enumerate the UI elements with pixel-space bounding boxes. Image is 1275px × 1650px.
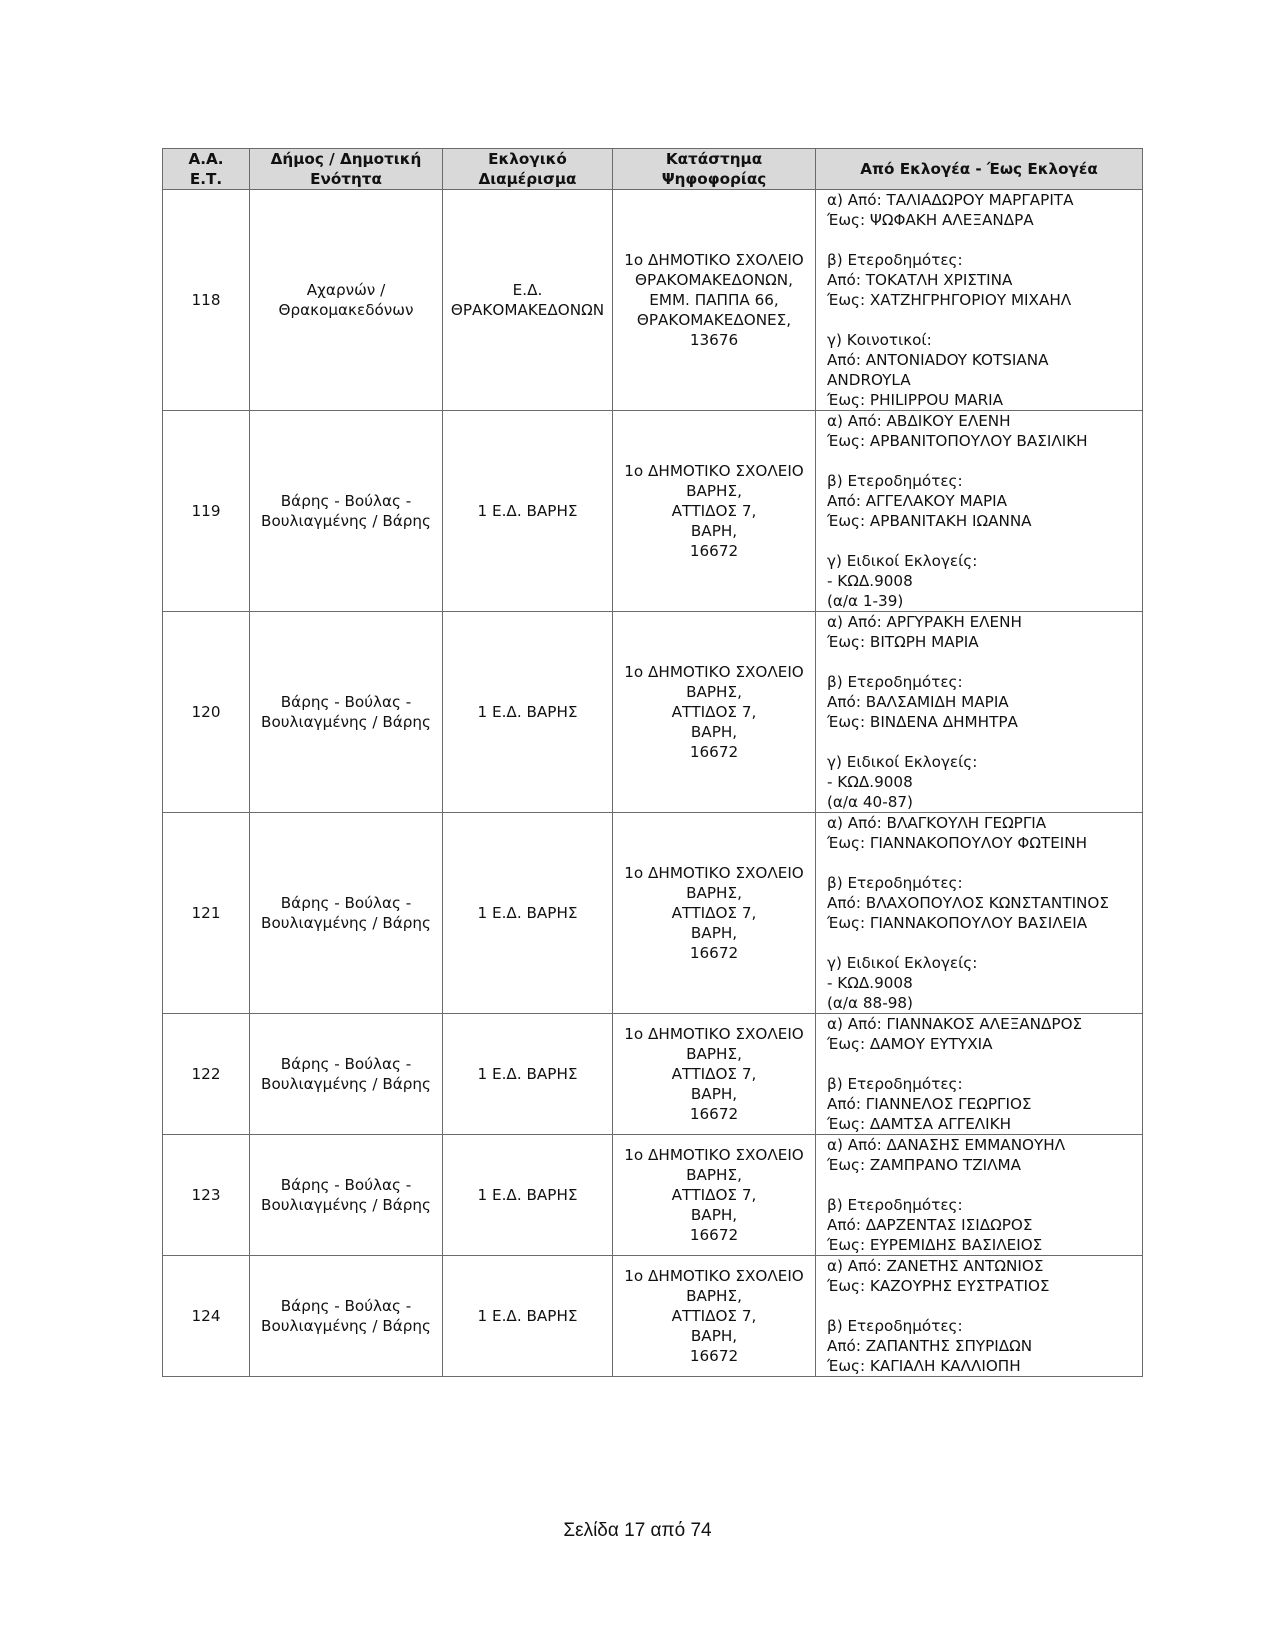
text-line: Βάρης - Βούλας - [280, 693, 412, 711]
cell-diamerisma [443, 190, 613, 411]
cell-diamerisma [443, 1135, 613, 1256]
text-line [827, 1175, 1142, 1195]
text-line: 1 Ε.Δ. ΒΑΡΗΣ [477, 904, 578, 922]
text-line: ΒΑΡΗΣ, [686, 1166, 742, 1184]
text-line: 1ο ΔΗΜΟΤΙΚΟ ΣΧΟΛΕΙΟ [624, 1146, 804, 1164]
text-line: 13676 [689, 331, 739, 349]
text-line: Βουλιαγμένης / Βάρης [261, 1317, 431, 1335]
text-line: Έως: ΔΑΜΤΣΑ ΑΓΓΕΛΙΚΗ [827, 1115, 1012, 1133]
text-line: 1ο ΔΗΜΟΤΙΚΟ ΣΧΟΛΕΙΟ [624, 663, 804, 681]
cell-eklogeis [816, 1135, 1143, 1256]
text-line: 16672 [689, 1347, 739, 1365]
text-line: Έως: ΔΑΜΟΥ ΕΥΤΥΧΙΑ [827, 1035, 993, 1053]
cell-dimos [250, 411, 443, 612]
text-line: ΑΤΤΙΔΟΣ 7, [671, 1065, 757, 1083]
text-line: Από: ΖΑΠΑΝΤΗΣ ΣΠΥΡΙΔΩΝ [827, 1337, 1033, 1355]
cell-dimos [250, 190, 443, 411]
text-line: ΘΡΑΚΟΜΑΚΕΔΟΝΩΝ, [635, 271, 793, 289]
polling-stations-table [162, 148, 1143, 1377]
text-line: ΒΑΡΗΣ, [686, 884, 742, 902]
text-line: β) Ετεροδημότες: [827, 1196, 963, 1214]
text-line: γ) Ειδικοί Εκλογείς: [827, 753, 978, 771]
cell-diamerisma [443, 612, 613, 813]
cell-dimos [250, 1135, 443, 1256]
text-line: (α/α 1-39) [827, 592, 904, 610]
text-line [827, 1296, 1142, 1316]
table-row [163, 411, 1143, 612]
cell-katastima [613, 1135, 816, 1256]
text-line: (α/α 88-98) [827, 994, 913, 1012]
text-line: Από: ΤΟΚΑΤΛΗ ΧΡΙΣΤΙΝΑ [827, 271, 1013, 289]
text-line: Έως: ΒΙΤΩΡΗ ΜΑΡΙΑ [827, 633, 979, 651]
cell-diamerisma [443, 813, 613, 1014]
text-line: γ) Κοινοτικοί: [827, 331, 932, 349]
cell-eklogeis [816, 411, 1143, 612]
cell-dimos [250, 1014, 443, 1135]
header-aa-et [163, 149, 250, 190]
text-line: Ψηφοφορίας [661, 170, 767, 188]
cell-aa-et: 121 [163, 813, 250, 1014]
cell-dimos [250, 612, 443, 813]
text-line: Έως: ΧΑΤΖΗΓΡΗΓΟΡΙΟΥ ΜΙΧΑΗΛ [827, 291, 1072, 309]
cell-dimos [250, 1256, 443, 1377]
cell-katastima [613, 1014, 816, 1135]
text-line: 1 Ε.Δ. ΒΑΡΗΣ [477, 1186, 578, 1204]
text-line: Έως: ΓΙΑΝΝΑΚΟΠΟΥΛΟΥ ΒΑΣΙΛΕΙΑ [827, 914, 1088, 932]
text-line: Δήμος / Δημοτική [270, 150, 422, 168]
table-row [163, 612, 1143, 813]
text-line: β) Ετεροδημότες: [827, 1317, 963, 1335]
text-line: - ΚΩΔ.9008 [827, 572, 913, 590]
text-line: Από: ANTONIADOY KOTSIANA [827, 351, 1049, 369]
cell-aa-et: 124 [163, 1256, 250, 1377]
text-line: Έως: ΖΑΜΠΡΑΝΟ ΤΖΙΛΜΑ [827, 1156, 1021, 1174]
table-row [163, 1256, 1143, 1377]
text-line: 16672 [689, 944, 739, 962]
text-line: ΘΡΑΚΟΜΑΚΕΔΟΝΕΣ, [636, 311, 792, 329]
text-line: Βουλιαγμένης / Βάρης [261, 713, 431, 731]
text-line: Διαμέρισμα [478, 170, 577, 188]
text-line: Θρακομακεδόνων [278, 301, 414, 319]
cell-aa-et: 122 [163, 1014, 250, 1135]
text-line: Έως: PHILIPPOU MARIA [827, 391, 1004, 409]
text-line: ΒΑΡΗ, [690, 924, 738, 942]
cell-diamerisma [443, 1014, 613, 1135]
text-line: ΑΤΤΙΔΟΣ 7, [671, 703, 757, 721]
text-line [827, 652, 1142, 672]
page-number-footer: Σελίδα 17 από 74 [563, 1520, 712, 1541]
text-line [827, 230, 1142, 250]
text-line: Από: ΑΓΓΕΛΑΚΟΥ ΜΑΡΙΑ [827, 492, 1007, 510]
text-line: Βάρης - Βούλας - [280, 1055, 412, 1073]
text-line: β) Ετεροδημότες: [827, 472, 963, 490]
text-line: ΒΑΡΗΣ, [686, 1045, 742, 1063]
text-line: Έως: ΚΑΖΟΥΡΗΣ ΕΥΣΤΡΑΤΙΟΣ [827, 1277, 1050, 1295]
text-line: Βάρης - Βούλας - [280, 894, 412, 912]
text-line: ΒΑΡΗ, [690, 723, 738, 741]
cell-aa-et: 123 [163, 1135, 250, 1256]
text-line: Ε.Δ. [512, 281, 543, 299]
text-line: Έως: ΕΥΡΕΜΙΔΗΣ ΒΑΣΙΛΕΙΟΣ [827, 1236, 1043, 1254]
text-line: ΒΑΡΗΣ, [686, 683, 742, 701]
text-line: Κατάστημα [665, 150, 763, 168]
table-header-row [163, 149, 1143, 190]
text-line [827, 451, 1142, 471]
text-line: Έως: ΑΡΒΑΝΙΤΟΠΟΥΛΟΥ ΒΑΣΙΛΙΚΗ [827, 432, 1088, 450]
text-line: Εκλογικό [488, 150, 567, 168]
text-line [827, 531, 1142, 551]
text-line: Βάρης - Βούλας - [280, 1297, 412, 1315]
text-line [827, 732, 1142, 752]
cell-aa-et: 119 [163, 411, 250, 612]
text-line: Αχαρνών / [306, 281, 386, 299]
cell-eklogeis [816, 1014, 1143, 1135]
text-line: ΒΑΡΗΣ, [686, 1287, 742, 1305]
text-line: ΑΤΤΙΔΟΣ 7, [671, 904, 757, 922]
cell-katastima [613, 813, 816, 1014]
cell-eklogeis [816, 190, 1143, 411]
text-line: Έως: ΨΩΦΑΚΗ ΑΛΕΞΑΝΔΡΑ [827, 211, 1034, 229]
text-line: 1ο ΔΗΜΟΤΙΚΟ ΣΧΟΛΕΙΟ [624, 1267, 804, 1285]
table-row [163, 190, 1143, 411]
text-line: β) Ετεροδημότες: [827, 251, 963, 269]
text-line: ΒΑΡΗ, [690, 1206, 738, 1224]
text-line: ΒΑΡΗ, [690, 522, 738, 540]
cell-eklogeis [816, 612, 1143, 813]
text-line: α) Από: ΑΡΓΥΡΑΚΗ ΕΛΕΝΗ [827, 613, 1022, 631]
text-line: α) Από: ΔΑΝΑΣΗΣ ΕΜΜΑΝΟΥΗΛ [827, 1136, 1066, 1154]
text-line: - ΚΩΔ.9008 [827, 974, 913, 992]
cell-dimos [250, 813, 443, 1014]
text-line [827, 310, 1142, 330]
text-line: 16672 [689, 743, 739, 761]
cell-aa-et: 120 [163, 612, 250, 813]
text-line: 1 Ε.Δ. ΒΑΡΗΣ [477, 1065, 578, 1083]
text-line: Έως: ΚΑΓΙΑΛΗ ΚΑΛΛΙΟΠΗ [827, 1357, 1021, 1375]
table-row [163, 1014, 1143, 1135]
text-line: Ε.Τ. [189, 170, 223, 188]
text-line: Βάρης - Βούλας - [280, 492, 412, 510]
text-line: ANDROYLA [827, 371, 911, 389]
text-line: β) Ετεροδημότες: [827, 1075, 963, 1093]
text-line: 16672 [689, 542, 739, 560]
text-line: Από Εκλογέα - Έως Εκλογέα [860, 160, 1098, 178]
text-line: 1ο ΔΗΜΟΤΙΚΟ ΣΧΟΛΕΙΟ [624, 251, 804, 269]
text-line: 1ο ΔΗΜΟΤΙΚΟ ΣΧΟΛΕΙΟ [624, 462, 804, 480]
text-line: Έως: ΓΙΑΝΝΑΚΟΠΟΥΛΟΥ ΦΩΤΕΙΝΗ [827, 834, 1088, 852]
text-line: 1 Ε.Δ. ΒΑΡΗΣ [477, 703, 578, 721]
text-line: Βουλιαγμένης / Βάρης [261, 914, 431, 932]
table-row [163, 1135, 1143, 1256]
text-line: ΒΑΡΗΣ, [686, 482, 742, 500]
text-line: ΒΑΡΗ, [690, 1085, 738, 1103]
text-line: (α/α 40-87) [827, 793, 913, 811]
cell-diamerisma [443, 411, 613, 612]
text-line: α) Από: ΑΒΔΙΚΟΥ ΕΛΕΝΗ [827, 412, 1011, 430]
text-line: γ) Ειδικοί Εκλογείς: [827, 954, 978, 972]
cell-katastima [613, 190, 816, 411]
text-line: 1ο ΔΗΜΟΤΙΚΟ ΣΧΟΛΕΙΟ [624, 864, 804, 882]
text-line: - ΚΩΔ.9008 [827, 773, 913, 791]
text-line: Από: ΓΙΑΝΝΕΛΟΣ ΓΕΩΡΓΙΟΣ [827, 1095, 1032, 1113]
text-line: Α.Α. [188, 150, 224, 168]
text-line: Από: ΒΛΑΧΟΠΟΥΛΟΣ ΚΩΝΣΤΑΝΤΙΝΟΣ [827, 894, 1109, 912]
header-katastima-psifoforias [613, 149, 816, 190]
cell-katastima [613, 612, 816, 813]
text-line: ΕΜΜ. ΠΑΠΠΑ 66, [649, 291, 779, 309]
text-line: Από: ΔΑΡΖΕΝΤΑΣ ΙΣΙΔΩΡΟΣ [827, 1216, 1033, 1234]
text-line: α) Από: ΖΑΝΕΤΗΣ ΑΝΤΩΝΙΟΣ [827, 1257, 1044, 1275]
text-line: Βάρης - Βούλας - [280, 1176, 412, 1194]
text-line: 16672 [689, 1105, 739, 1123]
cell-eklogeis [816, 813, 1143, 1014]
text-line: α) Από: ΓΙΑΝΝΑΚΟΣ ΑΛΕΞΑΝΔΡΟΣ [827, 1015, 1083, 1033]
header-eklogiko-diamerisma [443, 149, 613, 190]
text-line: α) Από: ΒΛΑΓΚΟΥΛΗ ΓΕΩΡΓΙΑ [827, 814, 1047, 832]
cell-diamerisma [443, 1256, 613, 1377]
text-line: Έως: ΒΙΝΔΕΝΑ ΔΗΜΗΤΡΑ [827, 713, 1018, 731]
text-line [827, 933, 1142, 953]
text-line: Βουλιαγμένης / Βάρης [261, 512, 431, 530]
text-line: 1 Ε.Δ. ΒΑΡΗΣ [477, 1307, 578, 1325]
cell-aa-et: 118 [163, 190, 250, 411]
cell-katastima [613, 411, 816, 612]
header-dimos-enotita [250, 149, 443, 190]
text-line: 16672 [689, 1226, 739, 1244]
cell-katastima [613, 1256, 816, 1377]
text-line: Ενότητα [310, 170, 382, 188]
text-line [827, 1054, 1142, 1074]
text-line: 1ο ΔΗΜΟΤΙΚΟ ΣΧΟΛΕΙΟ [624, 1025, 804, 1043]
text-line: ΘΡΑΚΟΜΑΚΕΔΟΝΩΝ [450, 301, 605, 319]
text-line: α) Από: ΤΑΛΙΑΔΩΡΟΥ ΜΑΡΓΑΡΙΤΑ [827, 191, 1074, 209]
header-apo-eos-eklogea [816, 149, 1143, 190]
table-row [163, 813, 1143, 1014]
text-line: γ) Ειδικοί Εκλογείς: [827, 552, 978, 570]
text-line: 1 Ε.Δ. ΒΑΡΗΣ [477, 502, 578, 520]
text-line: Έως: ΑΡΒΑΝΙΤΑΚΗ ΙΩΑΝΝΑ [827, 512, 1032, 530]
text-line: β) Ετεροδημότες: [827, 874, 963, 892]
text-line: ΑΤΤΙΔΟΣ 7, [671, 1307, 757, 1325]
text-line: ΑΤΤΙΔΟΣ 7, [671, 502, 757, 520]
text-line: β) Ετεροδημότες: [827, 673, 963, 691]
text-line: ΒΑΡΗ, [690, 1327, 738, 1345]
cell-eklogeis [816, 1256, 1143, 1377]
text-line: Βουλιαγμένης / Βάρης [261, 1075, 431, 1093]
text-line: ΑΤΤΙΔΟΣ 7, [671, 1186, 757, 1204]
text-line: Βουλιαγμένης / Βάρης [261, 1196, 431, 1214]
text-line: Από: ΒΑΛΣΑΜΙΔΗ ΜΑΡΙΑ [827, 693, 1009, 711]
text-line [827, 853, 1142, 873]
